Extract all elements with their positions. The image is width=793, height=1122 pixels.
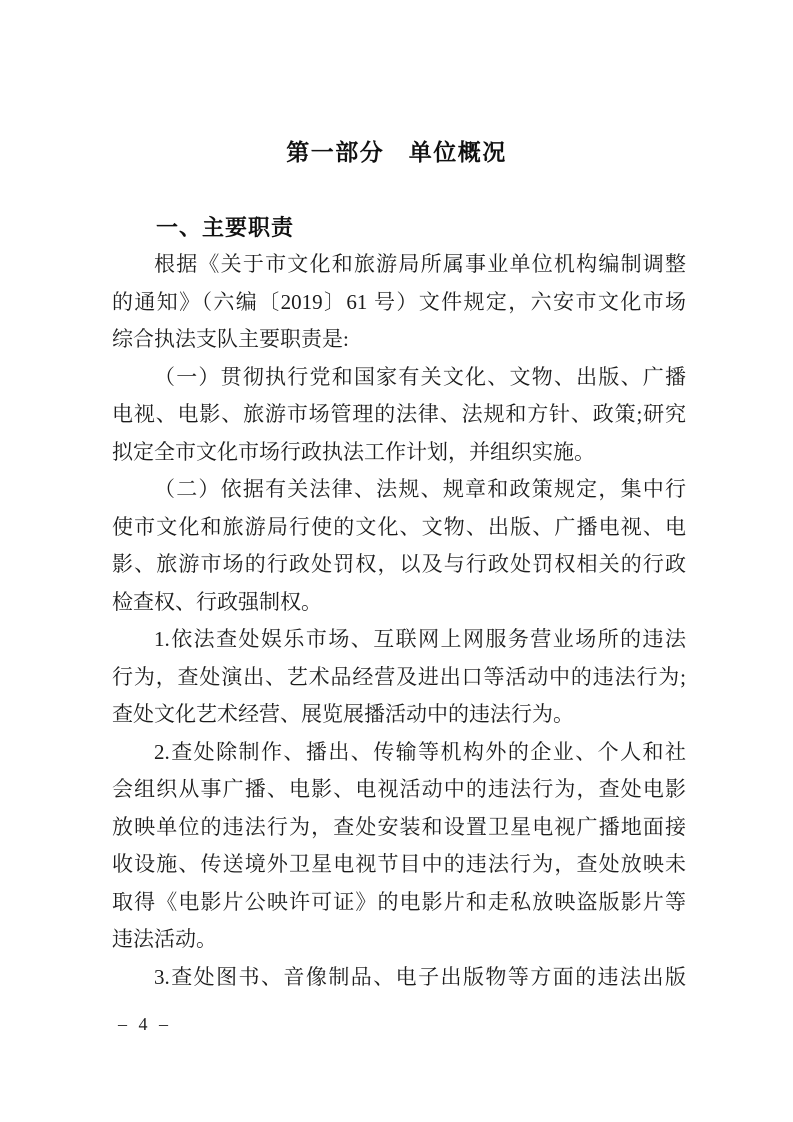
- text-line: 综合执法支队主要职责是:: [112, 327, 349, 351]
- text-line: 1.依法查处娱乐市场、互联网上网服务营业场所的违法: [154, 627, 686, 651]
- paragraph: [112, 471, 686, 621]
- text-line: 会组织从事广播、电影、电视活动中的违法行为，查处电影: [112, 777, 686, 801]
- paragraph: [112, 359, 686, 472]
- text-line: 使市文化和旅游局行使的文化、文物、出版、广播电视、电: [112, 514, 686, 539]
- text-line: （一）贯彻执行党和国家有关文化、文物、出版、广播: [154, 364, 686, 389]
- text-line: 收设施、传送境外卫星电视节目中的违法行为，查处放映未: [112, 852, 686, 876]
- paragraph: [112, 621, 686, 734]
- text-line: 根据《关于市文化和旅游局所属事业单位机构编制调整: [154, 252, 686, 276]
- paragraph: [112, 246, 686, 359]
- text-line: 电视、电影、旅游市场管理的法律、法规和方针、政策;研究: [112, 402, 686, 426]
- page-number: – 4 –: [118, 1014, 170, 1034]
- text-line: 查处文化艺术经营、展览展播活动中的违法行为。: [112, 702, 574, 726]
- page-title: 第一部分 单位概况: [286, 139, 507, 165]
- text-line: 检查权、行政强制权。: [112, 589, 322, 614]
- text-line: 2.查处除制作、播出、传输等机构外的企业、个人和社: [154, 739, 686, 764]
- text-line: 违法活动。: [112, 927, 217, 951]
- text-line: （二）依据有关法律、法规、规章和政策规定，集中行: [154, 477, 686, 501]
- text-line: 影、旅游市场的行政处罚权，以及与行政处罚权相关的行政: [112, 552, 686, 576]
- document-body: [112, 246, 686, 996]
- text-line: 取得《电影片公映许可证》的电影片和走私放映盗版影片等: [112, 889, 686, 914]
- text-line: 放映单位的违法行为，查处安装和设置卫星电视广播地面接: [112, 814, 686, 839]
- section-heading: 一、主要职责: [156, 215, 295, 240]
- text-line: 行为，查处演出、艺术品经营及进出口等活动中的违法行为;: [112, 664, 686, 689]
- text-line: 3.查处图书、音像制品、电子出版物等方面的违法出版: [154, 964, 686, 989]
- text-line: 的通知》（六编〔2019〕61 号）文件规定，六安市文化市场: [112, 289, 686, 314]
- text-line: 拟定全市文化市场行政执法工作计划，并组织实施。: [112, 439, 595, 464]
- paragraph: [112, 959, 686, 997]
- paragraph: [112, 734, 686, 959]
